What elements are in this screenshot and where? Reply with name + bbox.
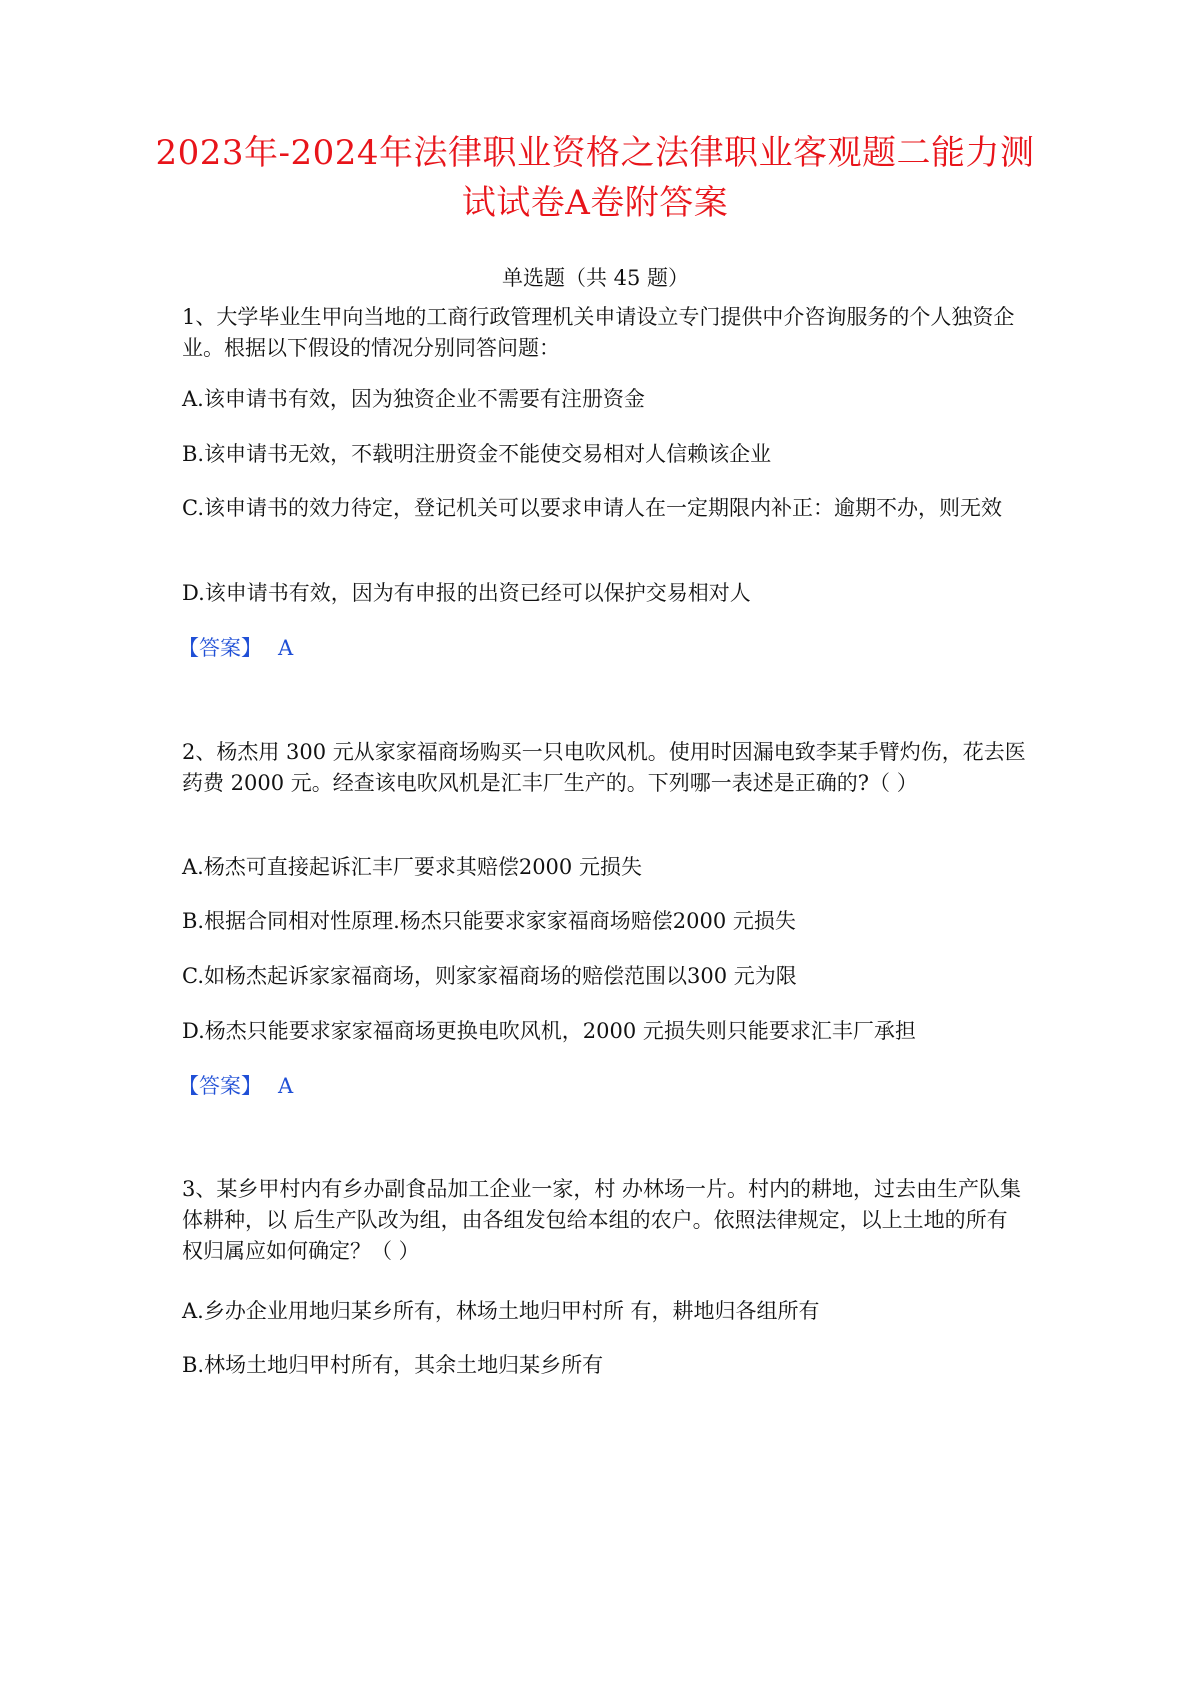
section-heading: 单选题（共 45 题） — [501, 266, 690, 290]
question-1-option-a: A.该申请书有效，因为独资企业不需要有注册资金 — [182, 387, 645, 411]
question-2-option-c: C.如杨杰起诉家家福商场，则家家福商场的赔偿范围以300 元为限 — [182, 964, 797, 988]
question-1-option-d: D.该申请书有效，因为有申报的出资已经可以保护交易相对人 — [182, 581, 751, 605]
answer-label: 【答案】 — [178, 1074, 262, 1098]
question-2-option-d: D.杨杰只能要求家家福商场更换电吹风机，2000 元损失则只能要求汇丰厂承担 — [182, 1019, 916, 1043]
question-3-option-b: B.林场土地归甲村所有，其余土地归某乡所有 — [182, 1353, 604, 1377]
answer-value: A — [278, 1074, 294, 1098]
answer-label: 【答案】 — [178, 636, 262, 660]
question-2-option-b: B.根据合同相对性原理.杨杰只能要求家家福商场赔偿2000 元损失 — [182, 909, 796, 933]
document-title: 2023年-2024年法律职业资格之法律职业客观题二能力测试试卷A卷附答案 — [155, 133, 1035, 223]
question-2-answer — [178, 1071, 293, 1101]
question-3-option-a: A.乡办企业用地归某乡所有，林场土地归甲村所 有，耕地归各组所有 — [182, 1299, 820, 1323]
question-1-stem: 1、大学毕业生甲向当地的工商行政管理机关申请设立专门提供中介咨询服务的个人独资企业。根据以下假设的情况分别同答问题： — [182, 305, 1015, 360]
answer-value: A — [278, 636, 294, 660]
question-1-option-b: B.该申请书无效，不载明注册资金不能使交易相对人信赖该企业 — [182, 442, 772, 466]
question-3-stem: 3、某乡甲村内有乡办副食品加工企业一家，村 办林场一片。村内的耕地，过去由生产队集体耕种，以 后生产队改为组，由各组发包给本组的农户。依照法律规定，以上土地的所有权归属应如何确定？（ ） — [182, 1177, 1022, 1263]
question-2-stem: 2、杨杰用 300 元从家家福商场购买一只电吹风机。使用时因漏电致李某手臂灼伤，花去医药费 2000 元。经查该电吹风机是汇丰厂生产的。下列哪一表述是正确的?（ ） — [182, 740, 1026, 795]
question-1-option-c: C.该申请书的效力待定，登记机关可以要求申请人在一定期限内补正：逾期不办，则无效 — [182, 496, 1002, 520]
question-2-option-a: A.杨杰可直接起诉汇丰厂要求其赔偿2000 元损失 — [182, 855, 642, 879]
question-1-answer — [178, 633, 293, 663]
